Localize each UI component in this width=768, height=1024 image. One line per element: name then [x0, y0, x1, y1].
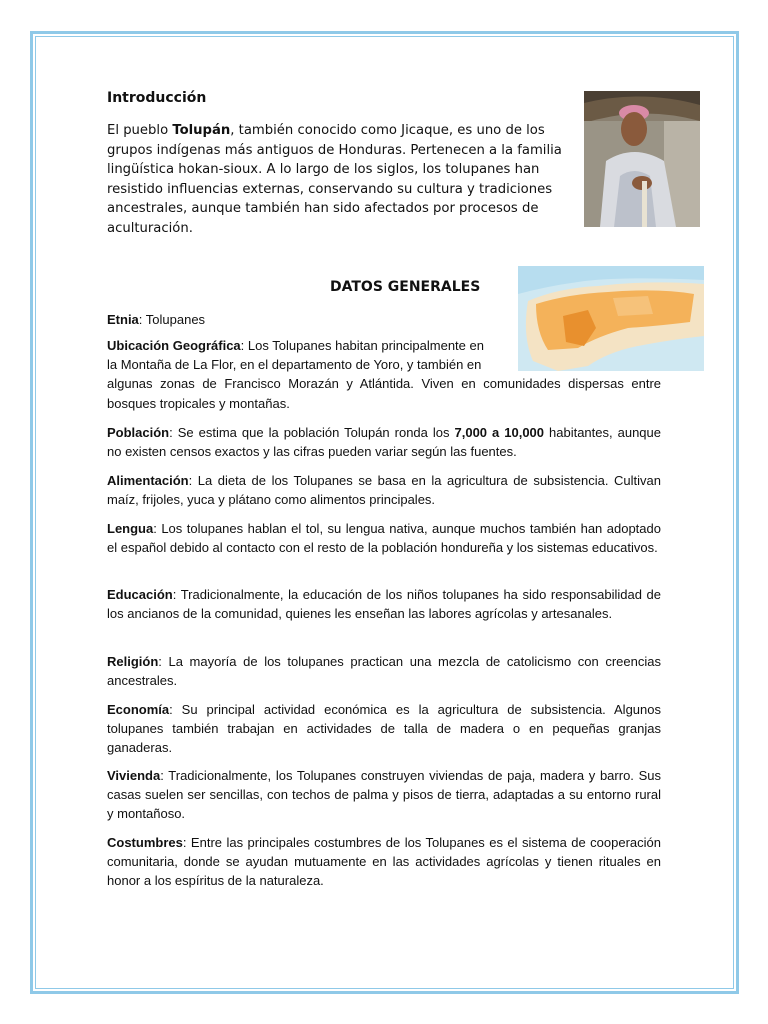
etnia-paragraph: Etnia: Tolupanes: [107, 312, 206, 327]
section-title: DATOS GENERALES: [330, 279, 481, 295]
elder-photo: [584, 91, 700, 227]
poblacion-paragraph: Población: Se estima que la población Tolupán ronda los 7,000 a 10,000 habitantes, aunque no existen censos exactos y las cifras pueden variar según las fuentes.: [107, 425, 661, 460]
intro-title: Introducción: [107, 90, 207, 106]
ubicacion-paragraph: Ubicación Geográfica: Los Tolupanes habitan principalmente en la Montaña de La Flor, en el departamento de Yoro, y también en algunas zonas de Francisco Morazán y Atlántida. Viven en comunidades dispersas entre bosques tropicales y montañas.: [107, 338, 661, 411]
economia-paragraph: Economía: Su principal actividad económica es la agricultura de subsistencia. Algunos tolupanes también trabajan en actividades de talla de madera o en pequeñas granjas ganaderas.: [107, 702, 661, 756]
costumbres-paragraph: Costumbres: Entre las principales costumbres de los Tolupanes es el sistema de cooperación comunitaria, donde se ayudan mutuamente en las actividades agrícolas y tienen rituales en honor a los espíritus de la naturaleza.: [107, 835, 661, 889]
intro-paragraph: El pueblo Tolupán, también conocido como Jicaque, es uno de los grupos indígenas más antiguos de Honduras. Pertenecen a la familia lingüística hokan-sioux. A lo largo de los siglos, los tolupanes han resistido influencias externas, conservando su cultura y tradiciones ancestrales, aunque también han sido afectados por procesos de aculturación.: [107, 123, 562, 236]
alimentacion-paragraph: Alimentación: La dieta de los Tolupanes se basa en la agricultura de subsistencia. Cultivan maíz, frijoles, yuca y plátano como alimentos principales.: [107, 473, 661, 508]
educacion-paragraph: Educación: Tradicionalmente, la educación de los niños tolupanes ha sido responsabilidad de los ancianos de la comunidad, quienes les enseñan las labores agrícolas y artesanales.: [107, 587, 661, 622]
intro-bold-name: Tolupán: [172, 123, 231, 138]
vivienda-paragraph: Vivienda: Tradicionalmente, los Tolupanes construyen viviendas de paja, madera y barro. Sus casas suelen ser sencillas, con techos de palma y pisos de tierra, adaptadas a su entorno rural y montañoso.: [107, 768, 661, 822]
lengua-paragraph: Lengua: Los tolupanes hablan el tol, su lengua nativa, aunque muchos también han adoptado el español debido al contacto con el resto de la población hondureña y los sistemas educativos.: [107, 521, 661, 556]
religion-paragraph: Religión: La mayoría de los tolupanes practican una mezcla de catolicismo con creencias ancestrales.: [107, 654, 661, 689]
